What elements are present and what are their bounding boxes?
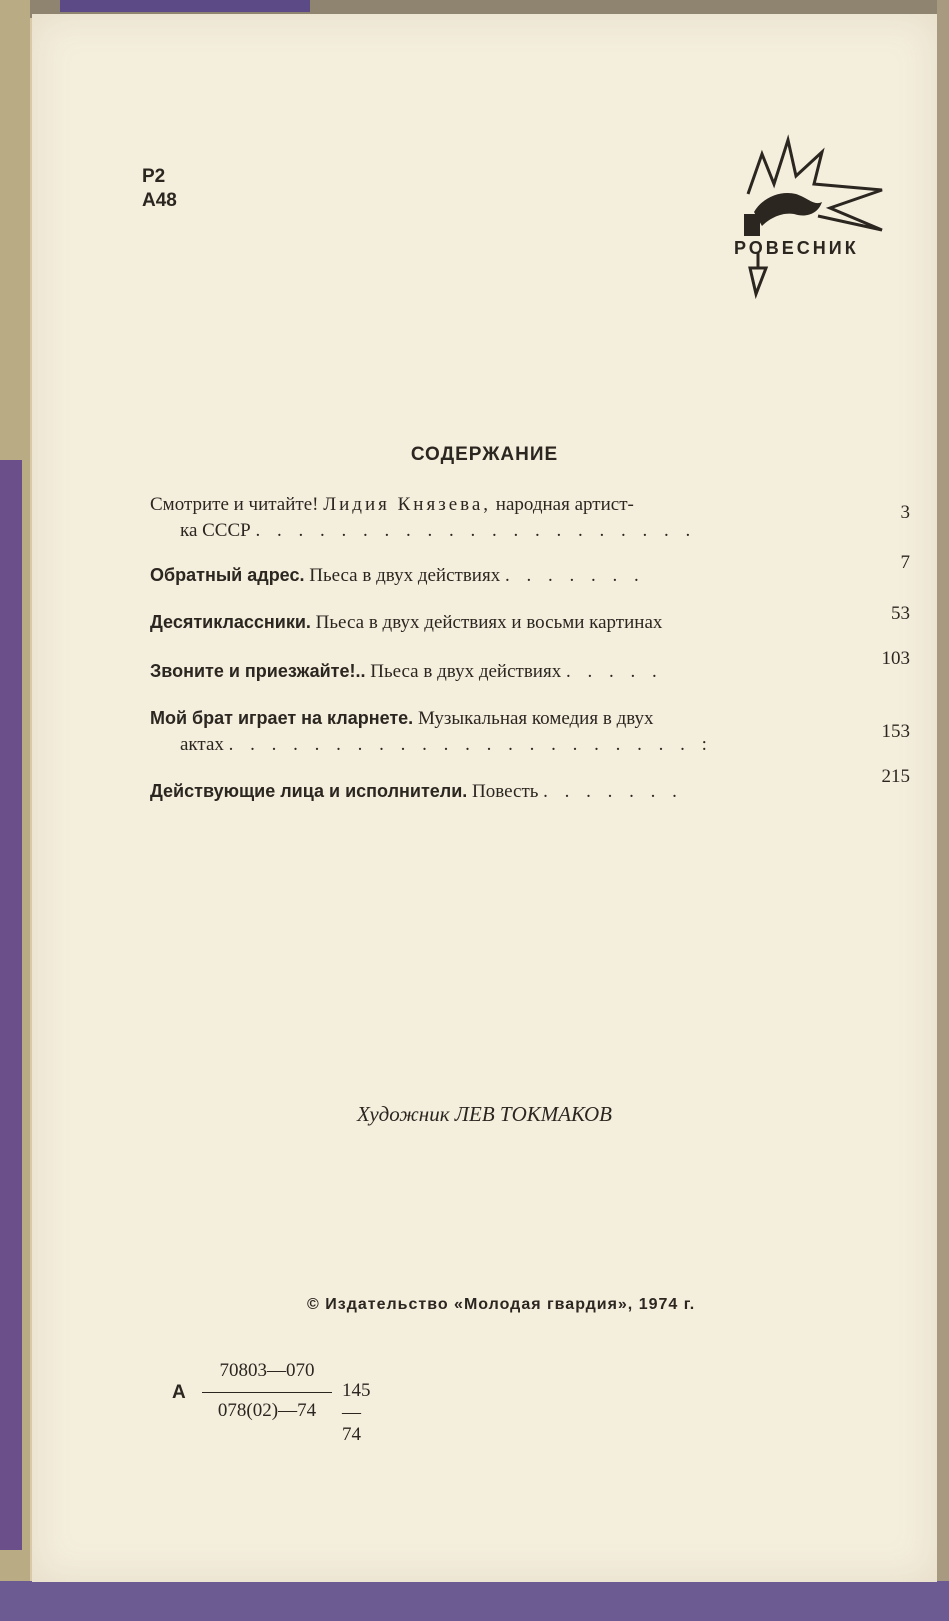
logo-text: РОВЕСНИК — [734, 238, 859, 258]
index-letter: А — [172, 1382, 186, 1403]
entry-description: Повесть — [472, 781, 539, 802]
entry-description: ка СССР — [180, 520, 251, 541]
entry-title: Обратный адрес. — [150, 565, 305, 585]
leader-dots: . . . . . . . — [504, 565, 645, 586]
leader-dots: . . . . . . . . . . . . . . . . . . . . . — [255, 520, 697, 541]
leader-dots: . . . . . — [565, 661, 663, 682]
toc-entry — [150, 552, 910, 589]
catalog-code: А48 — [142, 190, 177, 211]
page-number: 153 — [881, 721, 910, 742]
page-number: 3 — [900, 502, 910, 523]
entry-title: Смотрите и читайте! — [150, 494, 319, 515]
scan-border-right — [937, 0, 949, 1621]
torch-icon — [722, 132, 922, 312]
toc-entry — [150, 492, 910, 544]
toc-entry — [150, 705, 910, 758]
entry-title: Мой брат играет на кларнете. — [150, 708, 414, 728]
index-suffix: 145—74 — [342, 1380, 371, 1445]
leader-dots: . . . . . . . — [543, 781, 683, 802]
toc-entry — [150, 648, 910, 685]
fraction-line — [202, 1392, 332, 1393]
entry-title: Десятиклассники. — [150, 612, 311, 632]
toc-entry — [150, 766, 910, 805]
cover-edge — [0, 460, 22, 1550]
entry-title: Звоните и приезжайте!.. — [150, 661, 366, 681]
artist-name: ЛЕВ ТОКМАКОВ — [454, 1102, 612, 1126]
artist-credit — [32, 1102, 937, 1127]
publisher-series-logo — [722, 132, 922, 312]
table-of-contents — [150, 492, 910, 805]
copyright-notice: © Издательство «Молодая гвардия», 1974 г. — [307, 1296, 696, 1313]
entry-description: Пьеса в двух действиях — [309, 565, 501, 586]
page-number: 53 — [891, 603, 910, 624]
entry-description: Пьеса в двух действиях и восьми картинах — [315, 612, 663, 633]
cover-edge — [60, 0, 310, 12]
index-denominator: 078(02)—74 — [217, 1400, 317, 1421]
page-number: 7 — [900, 552, 910, 573]
catalog-code: Р2 — [142, 166, 166, 187]
entry-description: Пьеса в двух действиях — [370, 661, 562, 682]
entry-title: Действующие лица и исполнители. — [150, 781, 468, 801]
entry-description: актах — [180, 734, 224, 755]
artist-label: Художник — [357, 1102, 450, 1126]
index-numerator: 70803—070 — [219, 1360, 315, 1381]
toc-title: СОДЕРЖАНИЕ — [410, 444, 559, 465]
page-number: 215 — [881, 766, 910, 787]
toc-entry — [150, 603, 910, 636]
entry-description: Музыкальная комедия в двух — [417, 708, 654, 729]
entry-description: народная артист- — [495, 494, 634, 515]
scan-border-bottom — [0, 1581, 949, 1621]
page-number: 103 — [881, 648, 910, 669]
scan-border-left — [0, 0, 30, 1621]
leader-dots: . . . . . . . . . . . . . . . . . . . . . . : — [228, 734, 713, 755]
book-page — [32, 14, 937, 1582]
entry-author: Лидия Князева, — [323, 494, 492, 515]
